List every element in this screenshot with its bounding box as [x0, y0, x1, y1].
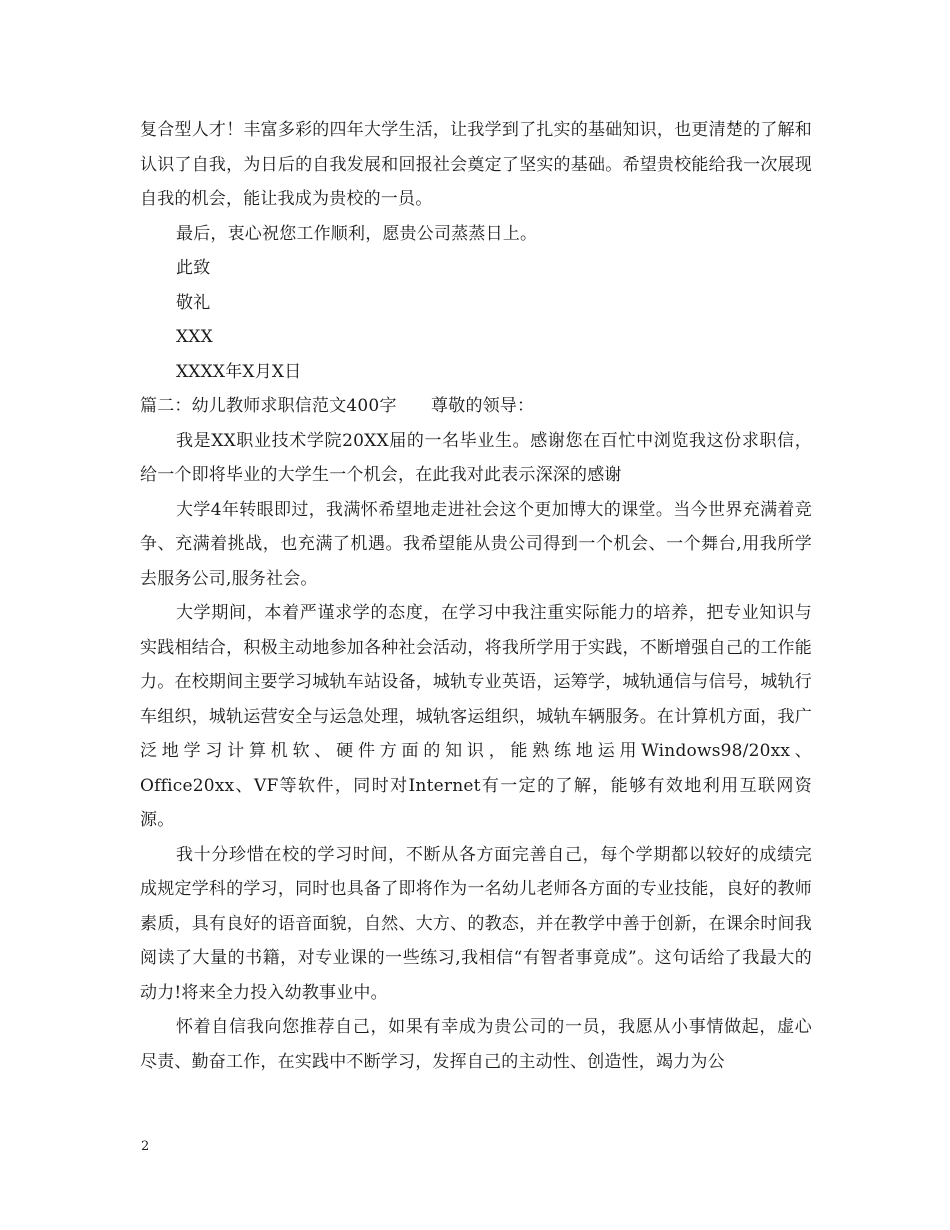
paragraph-university-years: 大学4年转眼即过，我满怀希望地走进社会这个更加博大的课堂。当今世界充满着竞争、充满着挑战，也充满了机遇。我希望能从贵公司得到一个机会、一个舞台,用我所学去服务公司,服务社会。: [140, 499, 812, 589]
salutation-cizhi: 此致: [176, 258, 211, 278]
paragraph-intro-continuation: 复合型人才！丰富多彩的四年大学生活，让我学到了扎实的基础知识，也更清楚的了解和认识了自我，为日后的自我发展和回报社会奠定了坚实的基础。希望贵校能给我一次展现自我的机会，能让我成为贵校的一员。: [140, 120, 812, 209]
paragraph-closing-wish: 最后，衷心祝您工作顺利，愿贵公司蒸蒸日上。: [176, 223, 538, 244]
page-number: 2: [141, 1139, 150, 1154]
signature-date: XXXX年X月X日: [176, 361, 302, 382]
document-body: [140, 113, 812, 1079]
paragraph-recommendation: 怀着自信我向您推荐自己，如果有幸成为贵公司的一员，我愿从小事情做起，虚心尽责、勤奋工作，在实践中不断学习，发挥自己的主动性、创造性，竭力为公: [140, 1017, 812, 1072]
section-heading: 篇二：幼儿教师求职信范文400字 尊敬的领导：: [140, 396, 535, 416]
salutation-jingli: 敬礼: [176, 292, 211, 313]
signature-name: XXX: [176, 327, 213, 347]
paragraph-introduction: 我是XX职业技术学院20XX届的一名毕业生。感谢您在百忙中浏览我这份求职信，给一个即将毕业的大学生一个机会，在此我对此表示深深的感谢: [140, 430, 812, 485]
paragraph-self-improvement: 我十分珍惜在校的学习时间，不断从各方面完善自己，每个学期都以较好的成绩完成规定学科的学习，同时也具备了即将作为一名幼儿老师各方面的专业技能，良好的教师素质，具有良好的语音面貌，自然、大方、的教态，并在教学中善于创新，在课余时间我阅读了大量的书籍，对专业课的一些练习,我相信“有智者事竟成”。这句话给了我最大的动力!将来全力投入幼教事业中。: [140, 844, 812, 1003]
paragraph-studies: 大学期间，本着严谨求学的态度，在学习中我注重实际能力的培养，把专业知识与实践相结合，积极主动地参加各种社会活动，将我所学用于实践，不断增强自己的工作能力。在校期间主要学习城轨车站设备，城轨专业英语，运筹学，城轨通信与信号，城轨行车组织，城轨运营安全与运急处理，城轨客运组织，城轨车辆服务。在计算机方面，我广泛地学习计算机软、硬件方面的知识，能熟练地运用Windows98/20xx、Office20xx、VF等软件，同时对Internet有一定的了解，能够有效地利用互联网资源。: [140, 603, 812, 830]
